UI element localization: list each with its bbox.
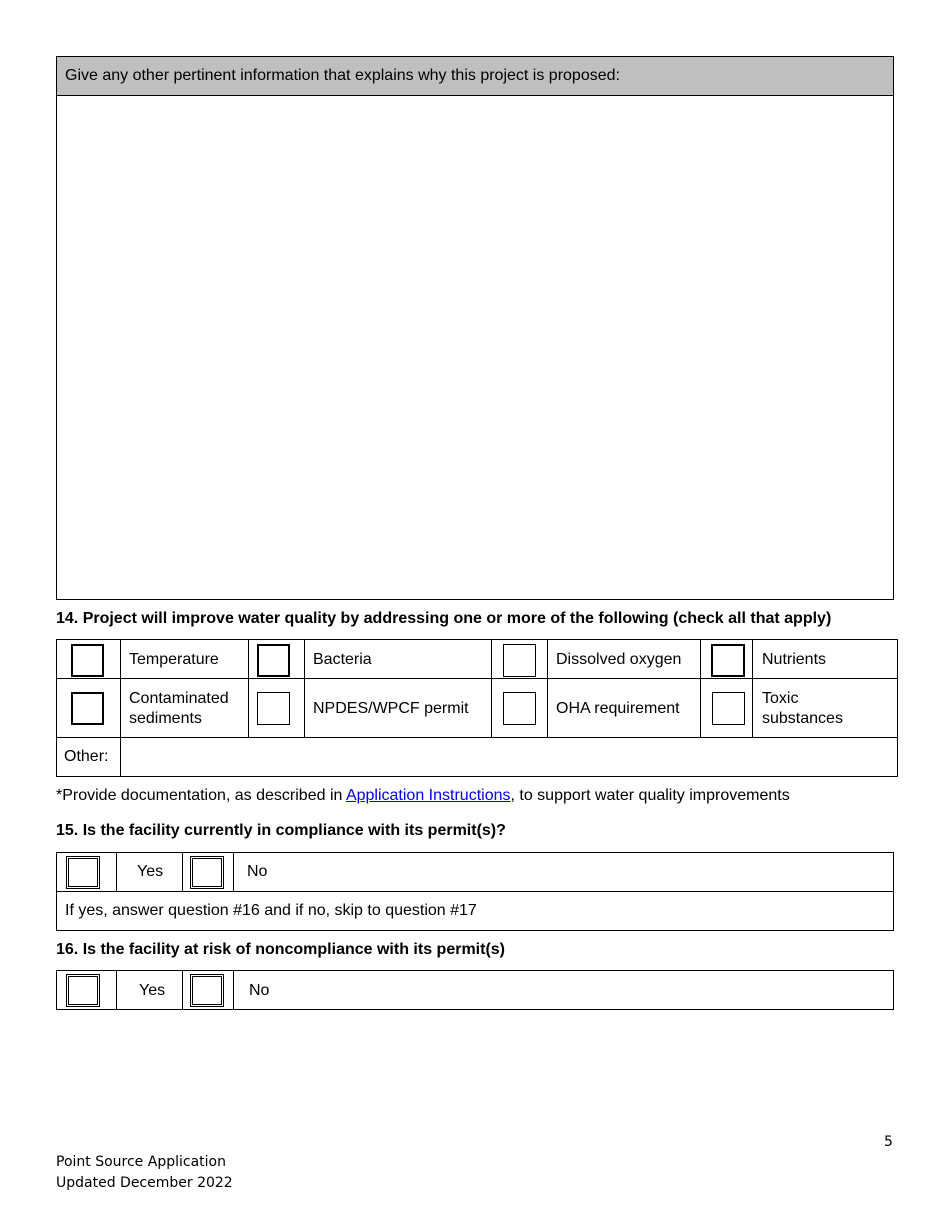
bacteria-checkbox[interactable] xyxy=(257,644,290,677)
nutrients-checkbox[interactable] xyxy=(711,644,745,677)
pertinent-info-section xyxy=(56,56,894,600)
q16-heading: 16. Is the facility at risk of noncompliance with its permit(s) xyxy=(56,941,505,958)
documentation-note-prefix: *Provide documentation, as described in xyxy=(56,787,346,804)
q15-no-label: No xyxy=(247,863,268,880)
toxic-substances-line2: substances xyxy=(762,710,843,727)
temperature-label: Temperature xyxy=(129,651,219,668)
toxic-substances-line1: Toxic xyxy=(762,690,799,707)
q15-instruction: If yes, answer question #16 and if no, skip to question #17 xyxy=(65,902,477,919)
toxic-substances-checkbox[interactable] xyxy=(712,692,745,725)
contaminated-sediments-checkbox[interactable] xyxy=(71,692,104,725)
documentation-note xyxy=(56,786,790,806)
toxic-substances-label xyxy=(762,689,843,729)
q15-yes-label: Yes xyxy=(137,863,164,880)
q15-table xyxy=(56,852,894,931)
q15-no-checkbox[interactable] xyxy=(190,856,224,889)
dissolved-oxygen-label: Dissolved oxygen xyxy=(556,651,682,668)
q15-yes-checkbox[interactable] xyxy=(66,856,100,889)
contaminated-sediments-line2: sediments xyxy=(129,710,202,727)
nutrients-label: Nutrients xyxy=(762,651,827,668)
pertinent-info-prompt: Give any other pertinent information that explains why this project is proposed: xyxy=(65,67,620,84)
q14-options-table xyxy=(56,639,898,777)
bacteria-label: Bacteria xyxy=(313,651,372,668)
q16-no-checkbox[interactable] xyxy=(190,974,224,1007)
footer-title: Point Source Application xyxy=(56,1154,226,1170)
npdes-wpcf-permit-label: NPDES/WPCF permit xyxy=(313,700,469,717)
q15-heading: 15. Is the facility currently in compliance with its permit(s)? xyxy=(56,822,506,839)
q14-heading: 14. Project will improve water quality by addressing one or more of the following (check all that apply) xyxy=(56,610,832,627)
q16-no-label: No xyxy=(249,982,270,999)
dissolved-oxygen-checkbox[interactable] xyxy=(503,644,536,677)
application-instructions-link[interactable]: Application Instructions xyxy=(345,787,511,804)
footer-updated: Updated December 2022 xyxy=(56,1175,233,1191)
oha-requirement-label: OHA requirement xyxy=(556,700,680,717)
npdes-wpcf-permit-checkbox[interactable] xyxy=(257,692,290,725)
other-input[interactable] xyxy=(121,738,897,776)
temperature-checkbox[interactable] xyxy=(71,644,104,677)
other-label: Other: xyxy=(64,748,109,765)
pertinent-info-textarea[interactable] xyxy=(57,96,893,599)
contaminated-sediments-label xyxy=(129,689,229,729)
oha-requirement-checkbox[interactable] xyxy=(503,692,536,725)
pertinent-info-header xyxy=(57,57,893,96)
q16-table xyxy=(56,970,894,1010)
documentation-note-suffix: , to support water quality improvements xyxy=(510,787,790,804)
contaminated-sediments-line1: Contaminated xyxy=(129,690,229,707)
q16-yes-label: Yes xyxy=(139,982,166,999)
q16-yes-checkbox[interactable] xyxy=(66,974,100,1007)
page-number: 5 xyxy=(884,1134,893,1150)
